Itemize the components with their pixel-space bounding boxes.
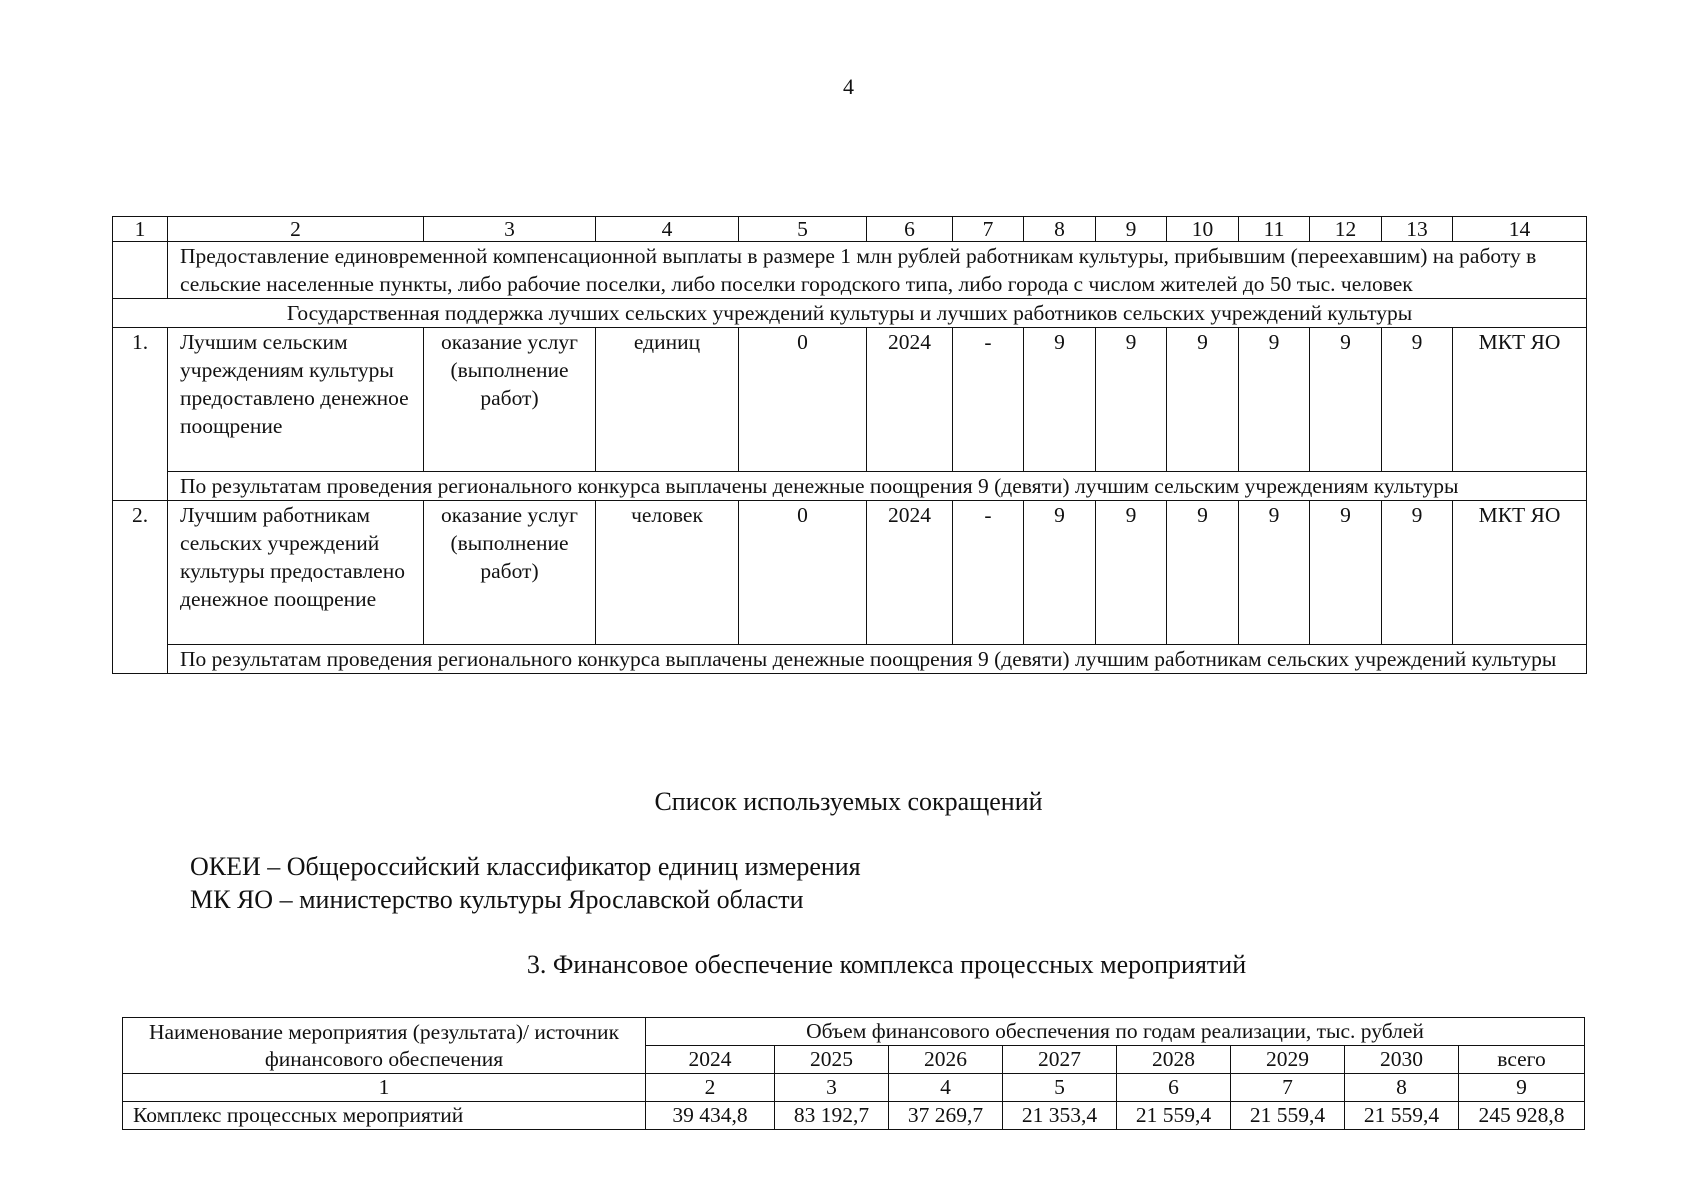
col-header-name: Наименование мероприятия (результата)/ источник финансового обеспечения	[123, 1018, 646, 1074]
col-number: 10	[1167, 217, 1239, 242]
table-row	[113, 501, 1587, 645]
intro-note: Предоставление единовременной компенсационной выплаты в размере 1 млн рублей работникам культуры, прибывшим (переехавшим) на работу в сельские населенные пункты, либо рабочие поселки, либо поселки городского типа, либо города с числом жителей до 50 тыс. человек	[168, 242, 1587, 299]
col-number: 2	[646, 1074, 775, 1102]
col-number: 4	[596, 217, 739, 242]
col-number: 3	[424, 217, 596, 242]
amount-cell: 21 353,4	[1003, 1102, 1117, 1130]
col-number: 6	[867, 217, 953, 242]
result-type: оказание услуг (выполнение работ)	[424, 328, 596, 472]
row-name: Комплекс процессных мероприятий	[123, 1102, 646, 1130]
col-number: 11	[1239, 217, 1310, 242]
year-header: 2029	[1231, 1046, 1345, 1074]
result-type: оказание услуг (выполнение работ)	[424, 501, 596, 645]
amount-cell: 39 434,8	[646, 1102, 775, 1130]
abbreviations-title: Список используемых сокращений	[654, 787, 1043, 816]
year-header: всего	[1459, 1046, 1585, 1074]
result-note: По результатам проведения регионального конкурса выплачены денежные поощрения 9 (девяти) лучшим сельским учреждениям культуры	[168, 472, 1587, 501]
page-number: 4	[843, 74, 854, 99]
row-number: 2.	[113, 501, 168, 674]
col-number: 3	[775, 1074, 889, 1102]
unit: единиц	[596, 328, 739, 472]
responsible: МКТ ЯО	[1453, 328, 1587, 472]
year-header: 2026	[889, 1046, 1003, 1074]
value-cell: 9	[1382, 328, 1453, 472]
result-note: По результатам проведения регионального конкурса выплачены денежные поощрения 9 (девяти) лучшим работникам сельских учреждений культуры	[168, 645, 1587, 674]
year-header: 2030	[1345, 1046, 1459, 1074]
amount-cell: 21 559,4	[1117, 1102, 1231, 1130]
col-number: 6	[1117, 1074, 1231, 1102]
amount-cell: 21 559,4	[1345, 1102, 1459, 1130]
value-cell: 9	[1382, 501, 1453, 645]
col-number: 4	[889, 1074, 1003, 1102]
responsible: МКТ ЯО	[1453, 501, 1587, 645]
base-value: 0	[739, 328, 867, 472]
value-cell: 9	[1024, 328, 1096, 472]
value-cell: 9	[1167, 328, 1239, 472]
value-cell: 9	[1310, 501, 1382, 645]
column-number-row	[123, 1074, 1585, 1102]
section-title-row	[113, 299, 1587, 328]
year-header: 2024	[646, 1046, 775, 1074]
col-number: 5	[739, 217, 867, 242]
year-header: 2025	[775, 1046, 889, 1074]
intro-note-row	[113, 242, 1587, 299]
value-cell: 9	[1167, 501, 1239, 645]
base-year: 2024	[867, 328, 953, 472]
col-number: 14	[1453, 217, 1587, 242]
col-group-header: Объем финансового обеспечения по годам реализации, тыс. рублей	[646, 1018, 1585, 1046]
amount-total-cell: 245 928,8	[1459, 1102, 1585, 1130]
unit: человек	[596, 501, 739, 645]
note-row	[113, 645, 1587, 674]
col-number: 9	[1096, 217, 1167, 242]
abbreviation-item: ОКЕИ – Общероссийский классификатор единиц измерения	[190, 852, 861, 881]
year-header: 2027	[1003, 1046, 1117, 1074]
amount-cell: 83 192,7	[775, 1102, 889, 1130]
base-year: 2024	[867, 501, 953, 645]
abbreviation-item: МК ЯО – министерство культуры Ярославской области	[190, 885, 804, 914]
section-title: Государственная поддержка лучших сельских учреждений культуры и лучших работников сельских учреждений культуры	[113, 299, 1587, 328]
result-name: Лучшим сельским учреждениям культуры предоставлено денежное поощрение	[168, 328, 424, 472]
section-heading: 3. Финансовое обеспечение комплекса процессных мероприятий	[526, 950, 1247, 979]
col-number: 9	[1459, 1074, 1585, 1102]
table-row	[123, 1102, 1585, 1130]
col-number: 1	[113, 217, 168, 242]
value-cell: 9	[1310, 328, 1382, 472]
row-number: 1.	[113, 328, 168, 501]
results-table	[112, 216, 1587, 674]
amount-cell: 21 559,4	[1231, 1102, 1345, 1130]
col-number: 5	[1003, 1074, 1117, 1102]
header-row	[123, 1018, 1585, 1046]
column-number-row	[113, 217, 1587, 242]
note-row	[113, 472, 1587, 501]
amount-cell: 37 269,7	[889, 1102, 1003, 1130]
financing-table	[122, 1017, 1585, 1130]
value-cell: 9	[1239, 501, 1310, 645]
col-number: 12	[1310, 217, 1382, 242]
year-header: 2028	[1117, 1046, 1231, 1074]
value-cell: 9	[1024, 501, 1096, 645]
value-cell: -	[953, 328, 1024, 472]
col-number: 13	[1382, 217, 1453, 242]
base-value: 0	[739, 501, 867, 645]
table-row	[113, 328, 1587, 472]
col-number: 1	[123, 1074, 646, 1102]
value-cell: 9	[1096, 501, 1167, 645]
value-cell: -	[953, 501, 1024, 645]
result-name: Лучшим работникам сельских учреждений культуры предоставлено денежное поощрение	[168, 501, 424, 645]
col-number: 7	[1231, 1074, 1345, 1102]
col-number: 2	[168, 217, 424, 242]
col-number: 8	[1345, 1074, 1459, 1102]
col-number: 7	[953, 217, 1024, 242]
value-cell: 9	[1239, 328, 1310, 472]
value-cell: 9	[1096, 328, 1167, 472]
col-number: 8	[1024, 217, 1096, 242]
